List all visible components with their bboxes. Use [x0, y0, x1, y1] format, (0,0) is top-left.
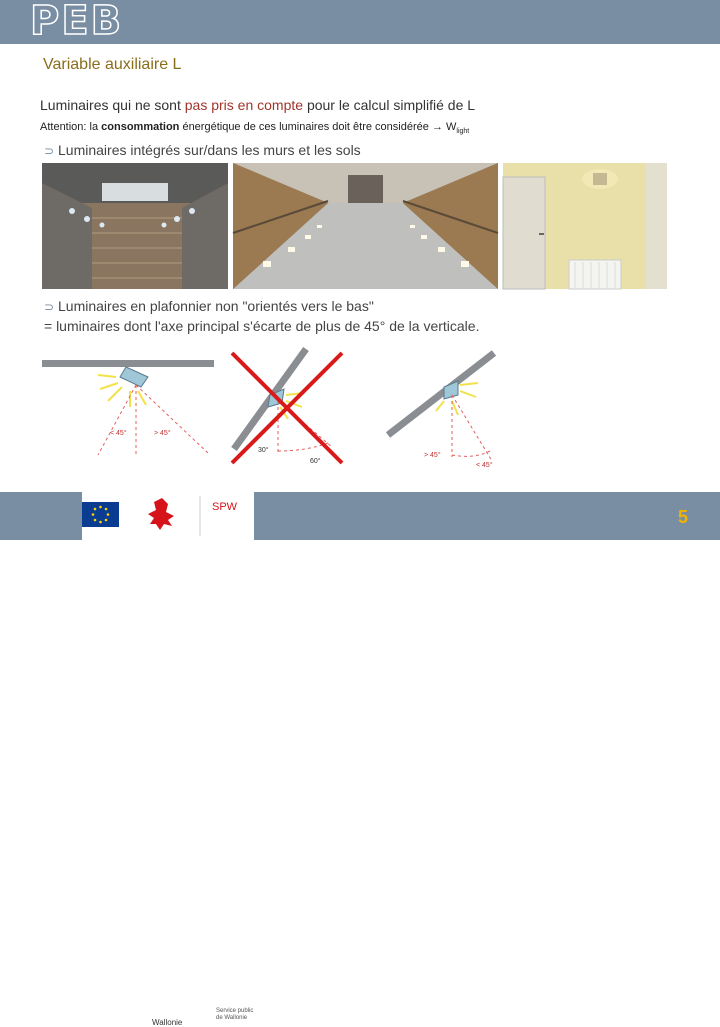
bullet-icon: ⊃ — [44, 144, 55, 158]
intro-line — [40, 97, 475, 113]
diagram3-angle-a: > 45° — [424, 452, 441, 459]
footer-logo-box — [82, 492, 254, 540]
intro-highlight: pas pris en compte — [184, 97, 304, 113]
wallonie-label: Wallonie — [152, 1018, 183, 1027]
diagram2-angle-a: 30° — [258, 447, 269, 454]
slide-title: Variable auxiliaire L — [43, 56, 182, 73]
diagram-ceiling-down — [38, 343, 218, 470]
bullet-item-1 — [44, 142, 361, 158]
diagram3-angle-b: < 45° — [476, 462, 493, 469]
bullet-2-line2: = luminaires dont l'axe principal s'écarte de plus de 45° de la verticale. — [44, 318, 480, 334]
attention-part2: énergétique de ces luminaires doit être considérée — [179, 121, 432, 133]
wall-lamp-photo — [503, 163, 667, 289]
bullet-1-text: Luminaires intégrés sur/dans les murs et les sols — [58, 142, 361, 158]
footer-bar — [0, 492, 720, 1027]
bullet-2-line1: Luminaires en plafonnier non "orientés vers le bas" — [58, 298, 374, 314]
attention-symbol: W — [446, 121, 457, 133]
peb-logo: PEB — [30, 0, 124, 44]
attention-line — [40, 121, 469, 135]
attention-bold: consommation — [101, 121, 180, 133]
bullet-item-2 — [44, 297, 479, 336]
attention-part1: Attention: la — [40, 121, 102, 133]
spw-line2: de Wallonie — [216, 1015, 248, 1021]
bullet-icon: ⊃ — [44, 300, 55, 314]
wallonie-rooster-icon — [148, 498, 174, 530]
diagram2-angle-b: 60° — [310, 458, 321, 465]
spw-logo-text: SPW — [212, 501, 238, 513]
stairs-photo — [42, 163, 228, 289]
attention-subscript: light — [456, 128, 470, 136]
page-number: 5 — [677, 507, 688, 527]
spw-line1: Service public — [216, 1008, 254, 1014]
diagram-tilted — [382, 343, 512, 470]
diagram1-left-angle: < 45° — [110, 430, 127, 437]
intro-part2: pour le calcul simplifié de L — [303, 97, 476, 113]
corridor-photo — [233, 163, 498, 289]
arrow-icon: → — [431, 121, 443, 133]
intro-part1: Luminaires qui ne sont — [40, 97, 185, 113]
diagram-tilted-crossed — [222, 343, 352, 470]
header-bar — [0, 0, 720, 44]
diagram1-right-angle: > 45° — [154, 430, 171, 437]
spw-label — [216, 1008, 253, 1022]
